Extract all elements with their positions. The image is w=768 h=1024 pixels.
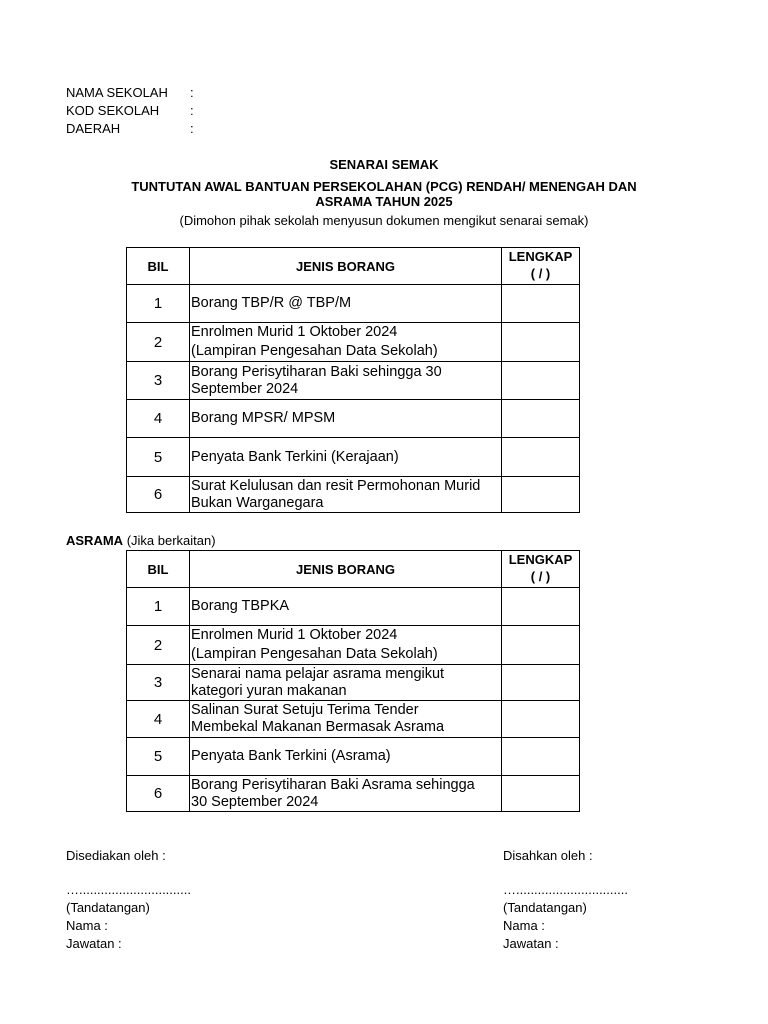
row-description (190, 738, 502, 776)
table-row (127, 362, 580, 400)
signature-line: …............................... (503, 882, 628, 897)
row-description (190, 285, 502, 323)
row-number: 3 (127, 665, 190, 701)
row-number: 2 (127, 626, 190, 665)
subtitle-line-2: ASRAMA TAHUN 2025 (315, 194, 453, 209)
row-description (190, 776, 502, 812)
checklist-table-asrama (126, 550, 580, 812)
signature-line: …............................... (66, 882, 191, 897)
field-sep: : (190, 85, 194, 100)
col-lengkap-header (502, 551, 580, 588)
row-line-2: kategori yuran makanan (191, 682, 347, 699)
table-row (127, 626, 580, 665)
table-row (127, 323, 580, 362)
asrama-section-label (66, 533, 216, 548)
row-line-2: Bukan Warganegara (191, 494, 324, 511)
signature-caption: (Tandatangan) (66, 900, 150, 915)
row-line-2: Membekal Makanan Bermasak Asrama (191, 719, 445, 735)
subtitle-line-1: TUNTUTAN AWAL BANTUAN PERSEKOLAHAN (PCG) RENDAH/ MENENGAH DAN (131, 179, 637, 194)
row-line-2: September 2024 (191, 380, 299, 397)
row-line-1: Borang TBP/R @ TBP/M (191, 295, 352, 311)
field-nama-sekolah (66, 84, 194, 102)
row-number: 5 (127, 438, 190, 477)
field-sep: : (190, 103, 194, 118)
field-daerah (66, 120, 194, 138)
lengkap-label: LENGKAP (508, 552, 573, 567)
row-line-1: Surat Kelulusan dan resit Permohonan Murid (191, 477, 481, 494)
row-number: 6 (127, 776, 190, 812)
row-line-1: Salinan Surat Setuju Terima Tender (191, 702, 419, 718)
lengkap-checkbox[interactable] (502, 400, 580, 438)
row-line-1: Borang Perisytiharan Baki sehingga 30 (191, 363, 442, 380)
table-row (127, 665, 580, 701)
col-jenis-header: JENIS BORANG (190, 551, 502, 588)
lengkap-checkbox[interactable] (502, 438, 580, 477)
lengkap-checkbox[interactable] (502, 665, 580, 701)
table-row (127, 285, 580, 323)
field-kod-sekolah (66, 102, 194, 120)
instruction-note: (Dimohon pihak sekolah menyusun dokumen mengikut senarai semak) (179, 213, 589, 228)
row-line-1: Borang MPSR/ MPSM (191, 410, 336, 426)
col-bil-header: BIL (127, 248, 190, 285)
row-line-1: Penyata Bank Terkini (Asrama) (191, 748, 391, 764)
row-number: 2 (127, 323, 190, 362)
lengkap-checkbox[interactable] (502, 323, 580, 362)
row-line-2: (Lampiran Pengesahan Data Sekolah) (191, 646, 438, 662)
row-description (190, 665, 502, 701)
checklist-table-main (126, 247, 580, 513)
row-number: 1 (127, 285, 190, 323)
lengkap-checkbox[interactable] (502, 776, 580, 812)
signature-position: Jawatan : (503, 936, 559, 951)
field-label: DAERAH (66, 121, 121, 136)
row-number: 1 (127, 588, 190, 626)
row-line-1: Enrolmen Murid 1 Oktober 2024 (191, 324, 398, 340)
table-row (127, 438, 580, 477)
table-row (127, 588, 580, 626)
row-description (190, 400, 502, 438)
row-line-1: Borang Perisytiharan Baki Asrama sehingga (191, 776, 475, 793)
row-description (190, 701, 502, 738)
signature-heading: Disediakan oleh : (66, 848, 166, 863)
row-line-2: 30 September 2024 (191, 793, 319, 810)
row-line-2: (Lampiran Pengesahan Data Sekolah) (191, 343, 438, 359)
table-header-row (127, 248, 580, 285)
field-label: KOD SEKOLAH (66, 103, 160, 118)
signature-block-prepared (66, 847, 191, 953)
lengkap-checkbox[interactable] (502, 477, 580, 513)
lengkap-checkbox[interactable] (502, 626, 580, 665)
row-line-1: Borang TBPKA (191, 598, 290, 614)
signature-name: Nama : (66, 918, 108, 933)
table-row (127, 400, 580, 438)
row-line-1: Penyata Bank Terkini (Kerajaan) (191, 448, 399, 465)
row-description (190, 588, 502, 626)
lengkap-mark: ( / ) (530, 266, 551, 281)
lengkap-mark: ( / ) (530, 569, 551, 584)
row-number: 3 (127, 362, 190, 400)
col-lengkap-header (502, 248, 580, 285)
page-subtitle (0, 179, 768, 209)
signature-heading: Disahkan oleh : (503, 848, 593, 863)
table-header-row (127, 551, 580, 588)
row-description (190, 323, 502, 362)
row-description (190, 626, 502, 665)
row-number: 4 (127, 701, 190, 738)
lengkap-checkbox[interactable] (502, 285, 580, 323)
lengkap-checkbox[interactable] (502, 738, 580, 776)
table-row (127, 477, 580, 513)
signature-caption: (Tandatangan) (503, 900, 587, 915)
school-info (66, 84, 194, 138)
lengkap-checkbox[interactable] (502, 588, 580, 626)
row-number: 6 (127, 477, 190, 513)
table-row (127, 701, 580, 738)
lengkap-checkbox[interactable] (502, 701, 580, 738)
row-number: 4 (127, 400, 190, 438)
lengkap-label: LENGKAP (508, 249, 573, 264)
col-bil-header: BIL (127, 551, 190, 588)
col-jenis-header: JENIS BORANG (190, 248, 502, 285)
asrama-title: ASRAMA (66, 533, 124, 548)
field-label: NAMA SEKOLAH (66, 85, 168, 100)
page-title: SENARAI SEMAK (329, 157, 439, 172)
row-number: 5 (127, 738, 190, 776)
table-row (127, 738, 580, 776)
row-description (190, 362, 502, 400)
row-description (190, 477, 502, 513)
lengkap-checkbox[interactable] (502, 362, 580, 400)
row-line-1: Senarai nama pelajar asrama mengikut (191, 665, 445, 682)
signature-block-approved (503, 847, 628, 953)
asrama-note: (Jika berkaitan) (126, 533, 216, 548)
signature-position: Jawatan : (66, 936, 122, 951)
row-description (190, 438, 502, 477)
signature-name: Nama : (503, 918, 545, 933)
table-row (127, 776, 580, 812)
row-line-1: Enrolmen Murid 1 Oktober 2024 (191, 627, 398, 643)
field-sep: : (190, 121, 194, 136)
